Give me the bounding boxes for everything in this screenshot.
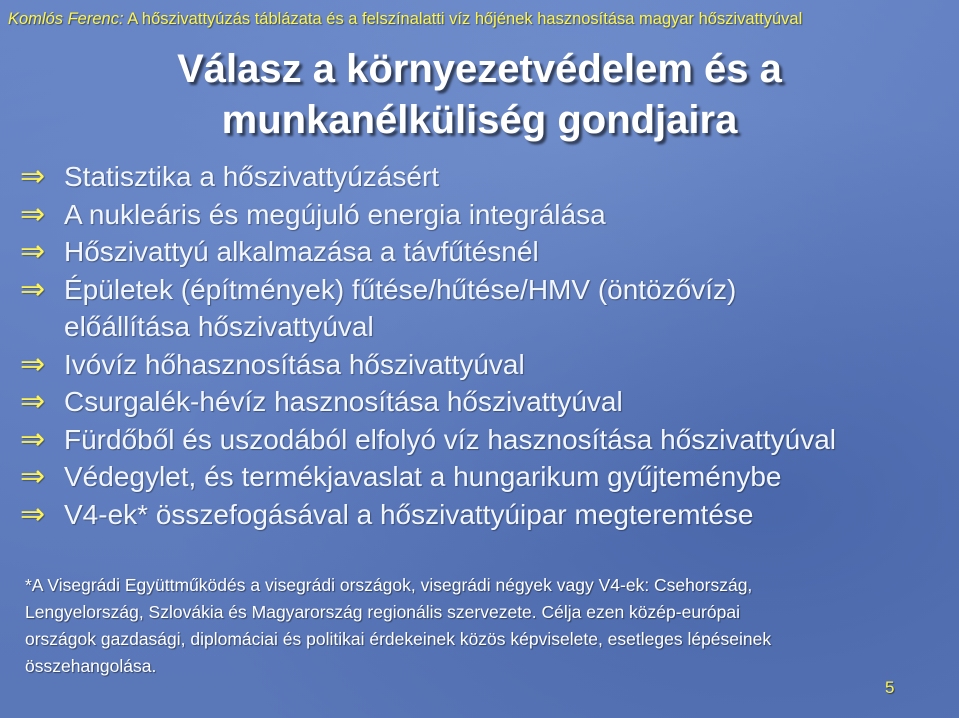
double-arrow-right-icon: ⇒ (20, 272, 46, 306)
bullet-item (20, 196, 950, 234)
double-arrow-right-icon: ⇒ (20, 460, 46, 493)
bullet-text-line: Épületek (építmények) fűtése/hűtése/HMV (öntözővíz) (64, 273, 737, 305)
bullet-text (64, 383, 623, 421)
bullet-item (20, 421, 950, 459)
bullet-text (64, 458, 782, 496)
double-arrow-right-icon: ⇒ (20, 347, 46, 381)
bullet-text (64, 271, 736, 346)
title-line-1: Válasz a környezetvédelem és a (177, 47, 782, 91)
double-arrow-right-icon: ⇒ (20, 197, 46, 231)
bullet-text (64, 233, 539, 271)
footnote-line: összehangolása. (25, 656, 157, 676)
bullet-item (20, 158, 950, 196)
slide-title (0, 44, 959, 146)
double-arrow-right-icon: ⇒ (20, 422, 46, 456)
double-arrow-right-icon: ⇒ (20, 235, 46, 268)
page-number: 5 (885, 678, 895, 697)
bullet-text-line: Hőszivattyú alkalmazása a távfűtésnél (64, 236, 539, 267)
bullet-text-line: A nukleáris és megújuló energia integrálása (64, 198, 606, 230)
bullet-text (64, 158, 439, 196)
bullet-text-line: Statisztika a hőszivattyúzásért (64, 161, 440, 192)
bullet-item (20, 271, 950, 346)
footnote-line: *A Visegrádi Együttműködés a visegrádi országok, visegrádi négyek vagy V4-ek: Csehország, (25, 575, 753, 595)
bullet-text-line: Csurgalék-hévíz hasznosítása hőszivattyúval (64, 386, 623, 417)
bullet-text-line: Fürdőből és uszodából elfolyó víz hasznosítása hőszivattyúval (64, 423, 836, 455)
double-arrow-right-icon: ⇒ (20, 385, 46, 418)
footnote-line: Lengyelország, Szlovákia és Magyarország regionális szervezete. Célja ezen közép-európai (25, 602, 740, 622)
footnote (25, 572, 940, 680)
bullet-item (20, 383, 950, 421)
bullet-text-line: előállítása hőszivattyúval (64, 311, 374, 342)
footnote-line: országok gazdasági, diplomáciai és politikai érdekeinek közös képviselete, esetleges lépéseinek (25, 629, 772, 649)
bullet-text-line: V4-ek* összefogásával a hőszivattyúipar megteremtése (64, 498, 754, 530)
double-arrow-right-icon: ⇒ (20, 497, 46, 531)
slide-header (8, 10, 953, 29)
bullet-item (20, 233, 950, 271)
bullet-list (20, 158, 950, 533)
bullet-text (64, 346, 525, 384)
bullet-text (64, 421, 836, 459)
header-subtitle: A hőszivattyúzás táblázata és a felszínalatti víz hőjének hasznosítása magyar hőszivattyúval (127, 10, 803, 28)
header-author: Komlós Ferenc: (8, 10, 124, 28)
bullet-text (64, 496, 753, 534)
bullet-item (20, 496, 950, 534)
bullet-text (64, 196, 606, 234)
bullet-item (20, 458, 950, 496)
bullet-item (20, 346, 950, 384)
double-arrow-right-icon: ⇒ (20, 160, 46, 193)
title-line-2: munkanélküliség gondjaira (221, 98, 738, 142)
bullet-text-line: Védegylet, és termékjavaslat a hungarikum gyűjteménybe (64, 461, 782, 492)
bullet-text-line: Ivóvíz hőhasznosítása hőszivattyúval (64, 348, 525, 380)
